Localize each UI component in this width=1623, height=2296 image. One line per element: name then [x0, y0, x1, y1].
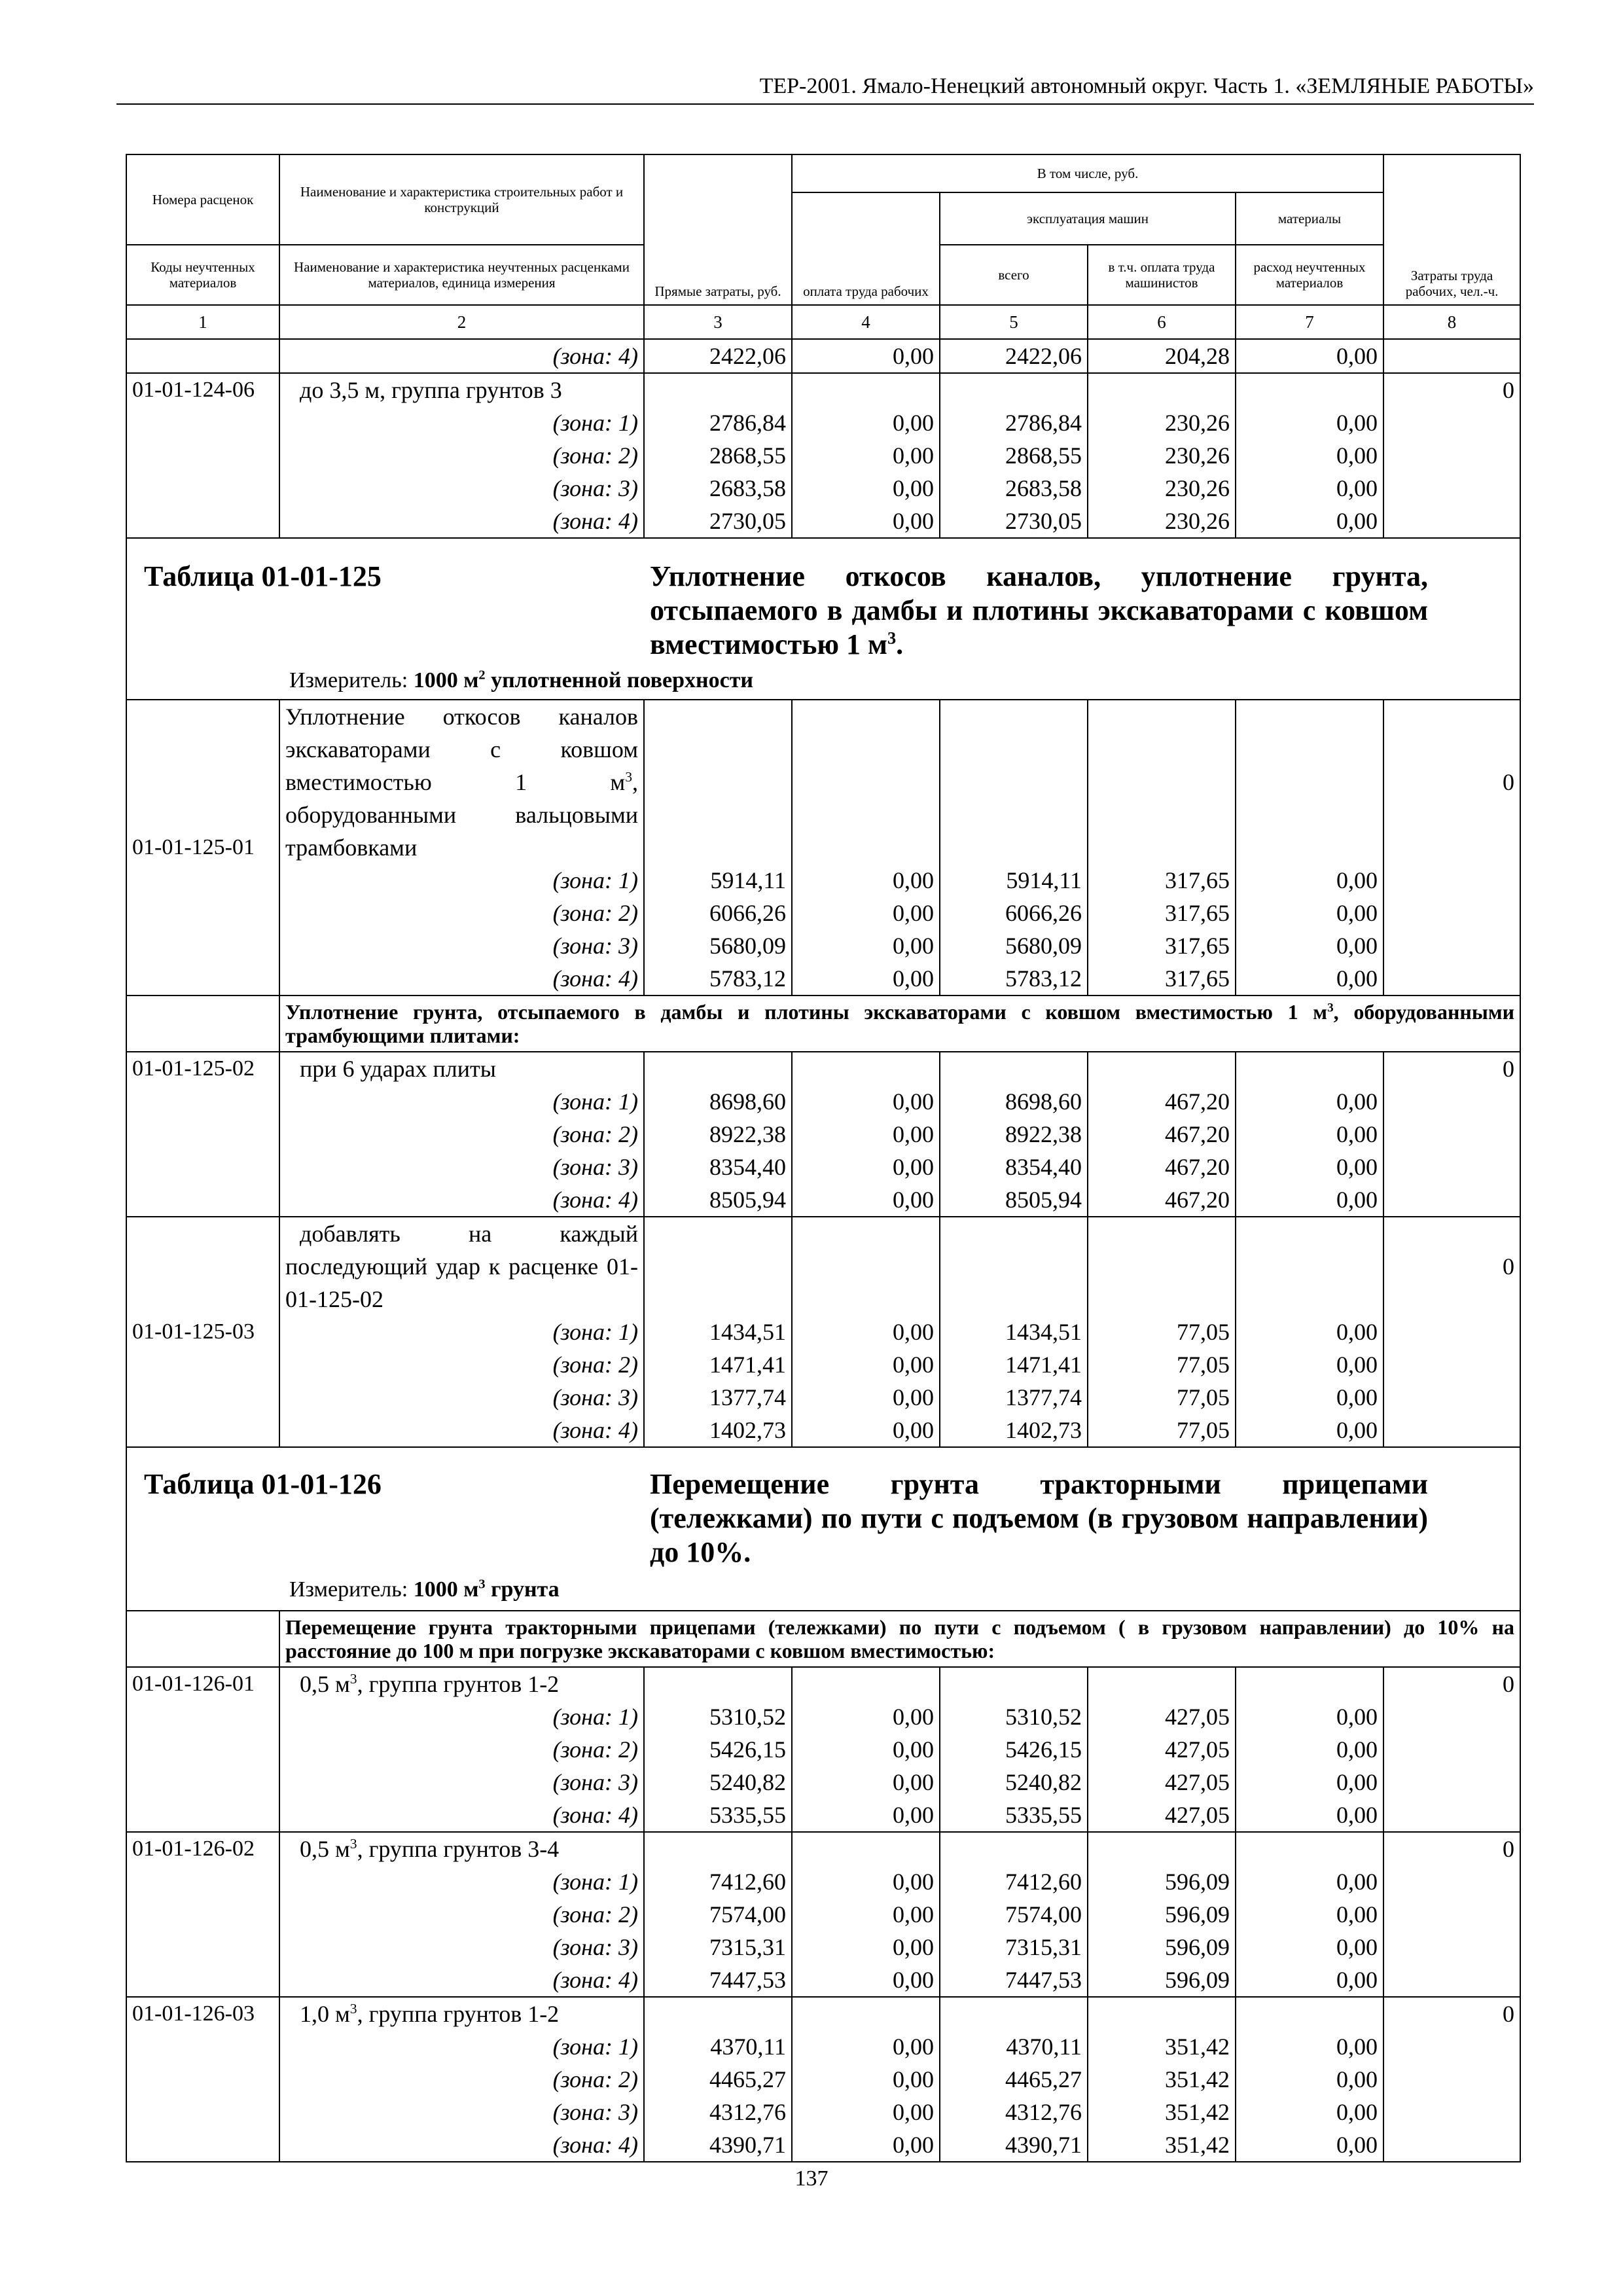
table-row: (зона: 1) 7412,60 0,00 7412,60 596,09 0,00 — [126, 1865, 1520, 1898]
measurement-unit: Измеритель: 1000 $м^2$ уплотненной поверхности — [289, 668, 754, 692]
table-row: (зона: 4) 5783,12 0,00 5783,12 317,65 0,00 — [126, 962, 1520, 996]
section-heading: Перемещение грунта тракторными прицепами (тележками) по пути с подъемом ( в грузовом направлении) до 10% на расстояние до 100 м при погрузке экскаваторами с ковшом вместимостью: — [126, 1611, 1520, 1667]
table-row: (зона: 1) 4370,11 0,00 4370,11 351,42 0,00 — [126, 2030, 1520, 2063]
rate-code: 01-01-126-02 — [126, 1832, 279, 1997]
rate-code: 01-01-125-02 — [126, 1052, 279, 1217]
page-number: 137 — [794, 2166, 829, 2191]
table-row — [126, 373, 1520, 406]
materials-header: материалы — [1236, 192, 1383, 245]
table-row: (зона: 4) 2422,06 0,00 2422,06 204,28 0,00 — [126, 339, 1520, 373]
table-title: Уплотнение откосов каналов, уплотнение грунта, отсыпаемого в дамбы и плотины экскаваторами с ковшом вместимостью 1 $м^3$. — [650, 560, 1429, 660]
table-row: (зона: 2) 5426,15 0,00 5426,15 427,05 0,00 — [126, 1733, 1520, 1766]
labor-value: 0 — [1383, 1667, 1520, 1700]
table-row: (зона: 3) 5680,09 0,00 5680,09 317,65 0,00 — [126, 929, 1520, 962]
table-row: (зона: 1) 1434,51 0,00 1434,51 77,05 0,00 — [126, 1316, 1520, 1348]
table-row: (зона: 1) 2786,84 0,00 2786,84 230,26 0,00 — [126, 406, 1520, 439]
table-row: (зона: 4) 5335,55 0,00 5335,55 427,05 0,00 — [126, 1799, 1520, 1832]
table-row: (зона: 4) 2730,05 0,00 2730,05 230,26 0,00 — [126, 505, 1520, 538]
table-row: (зона: 1) 5310,52 0,00 5310,52 427,05 0,00 — [126, 1700, 1520, 1733]
incl-header: В том числе, руб. — [792, 154, 1383, 192]
col4-header: оплата труда рабочих — [792, 192, 940, 305]
rate-name: 1,0 $м^3$, группа грунтов 1-2 — [279, 1997, 644, 2030]
table-row: (зона: 3) 4312,76 0,00 4312,76 351,42 0,00 — [126, 2096, 1520, 2128]
labor-value: 0 — [1383, 1052, 1520, 1085]
column-numbers-row: 1 2 3 4 5 6 7 8 — [126, 305, 1520, 339]
col3-header: Прямые затраты, руб. — [644, 154, 792, 305]
rate-code: 01-01-125-03 — [126, 1217, 279, 1447]
col1-top-header: Номера расценок — [126, 154, 279, 245]
rate-code: 01-01-124-06 — [126, 373, 279, 538]
col5-header: всего — [940, 245, 1088, 305]
table-title: Перемещение грунта тракторными прицепами (тележками) по пути с подъемом (в грузовом направлении) до 10%. — [650, 1468, 1429, 1568]
labor-value: 0 — [1383, 1832, 1520, 1865]
table-row: (зона: 2) 1471,41 0,00 1471,41 77,05 0,00 — [126, 1348, 1520, 1381]
table-row — [126, 700, 1520, 864]
rate-name: 0,5 $м^3$, группа грунтов 3-4 — [279, 1832, 644, 1865]
section-heading: Уплотнение грунта, отсыпаемого в дамбы и плотины экскаваторами с ковшом вместимостью 1 $м^3$, оборудованными трамбующими плитами: — [126, 996, 1520, 1052]
measurement-unit: Измеритель: 1000 $м^3$ грунта — [289, 1577, 560, 1602]
table-row: (зона: 3) 5240,82 0,00 5240,82 427,05 0,00 — [126, 1766, 1520, 1799]
table-row: (зона: 2) 4465,27 0,00 4465,27 351,42 0,00 — [126, 2063, 1520, 2096]
rate-code: 01-01-125-01 — [126, 700, 279, 996]
table-row — [126, 1052, 1520, 1085]
table-row: (зона: 3) 2683,58 0,00 2683,58 230,26 0,00 — [126, 472, 1520, 505]
rate-name: 0,5 $м^3$, группа грунтов 1-2 — [279, 1667, 644, 1700]
table-row: (зона: 4) 7447,53 0,00 7447,53 596,09 0,00 — [126, 1964, 1520, 1997]
labor-value: 0 — [1383, 1217, 1520, 1316]
labor-value: 0 — [1383, 1997, 1520, 2030]
table-row — [126, 1997, 1520, 2030]
col7-header: расход неучтенных материалов — [1236, 245, 1383, 305]
table-row: (зона: 2) 2868,55 0,00 2868,55 230,26 0,00 — [126, 439, 1520, 472]
rate-code: 01-01-126-03 — [126, 1997, 279, 2162]
table-row: (зона: 1) 8698,60 0,00 8698,60 467,20 0,00 — [126, 1085, 1520, 1118]
rate-name: Уплотнение откосов каналов экскаваторами с ковшом вместимостью 1 $м^3$, оборудованными вальцовыми трамбовками — [279, 700, 644, 864]
table-row — [126, 1217, 1520, 1316]
labor-value: 0 — [1383, 373, 1520, 406]
table-row: (зона: 3) 7315,31 0,00 7315,31 596,09 0,00 — [126, 1931, 1520, 1964]
rate-name: при 6 ударах плиты — [279, 1052, 644, 1085]
table-heading-125 — [126, 538, 1520, 700]
table-row: (зона: 4) 8505,94 0,00 8505,94 467,20 0,00 — [126, 1183, 1520, 1217]
col6-header: в т.ч. оплата труда машинистов — [1088, 245, 1236, 305]
rate-name: до 3,5 м, группа грунтов 3 — [279, 373, 644, 406]
rate-code: 01-01-126-01 — [126, 1667, 279, 1832]
col2-top-header: Наименование и характеристика строительных работ и конструкций — [279, 154, 644, 245]
table-row: (зона: 4) 4390,71 0,00 4390,71 351,42 0,00 — [126, 2128, 1520, 2162]
col8-header: Затраты труда рабочих, чел.-ч. — [1383, 154, 1520, 305]
table-row — [126, 1832, 1520, 1865]
labor-value: 0 — [1383, 700, 1520, 864]
table-row: (зона: 1) 5914,11 0,00 5914,11 317,65 0,00 — [126, 864, 1520, 897]
col1-bottom-header: Коды неучтенных материалов — [126, 245, 279, 305]
table-row — [126, 1667, 1520, 1700]
machines-header: эксплуатация машин — [940, 192, 1236, 245]
table-row: (зона: 3) 1377,74 0,00 1377,74 77,05 0,00 — [126, 1381, 1520, 1414]
table-label: Таблица 01-01-126 — [144, 1468, 382, 1500]
table-row: (зона: 2) 7574,00 0,00 7574,00 596,09 0,00 — [126, 1898, 1520, 1931]
table-heading-126 — [126, 1447, 1520, 1611]
running-header: ТЕР-2001. Ямало-Ненецкий автономный округ. Часть 1. «ЗЕМЛЯНЫЕ РАБОТЫ» — [116, 72, 1534, 105]
table-row: (зона: 2) 6066,26 0,00 6066,26 317,65 0,00 — [126, 897, 1520, 929]
table-row: (зона: 4) 1402,73 0,00 1402,73 77,05 0,00 — [126, 1414, 1520, 1447]
table-row: (зона: 3) 8354,40 0,00 8354,40 467,20 0,00 — [126, 1151, 1520, 1183]
rate-name: добавлять на каждый последующий удар к расценке 01-01-125-02 — [279, 1217, 644, 1316]
rates-table — [126, 154, 1521, 2162]
table-row: (зона: 2) 8922,38 0,00 8922,38 467,20 0,00 — [126, 1118, 1520, 1151]
col2-bottom-header: Наименование и характеристика неучтенных расценками материалов, единица измерения — [279, 245, 644, 305]
table-label: Таблица 01-01-125 — [144, 560, 382, 592]
